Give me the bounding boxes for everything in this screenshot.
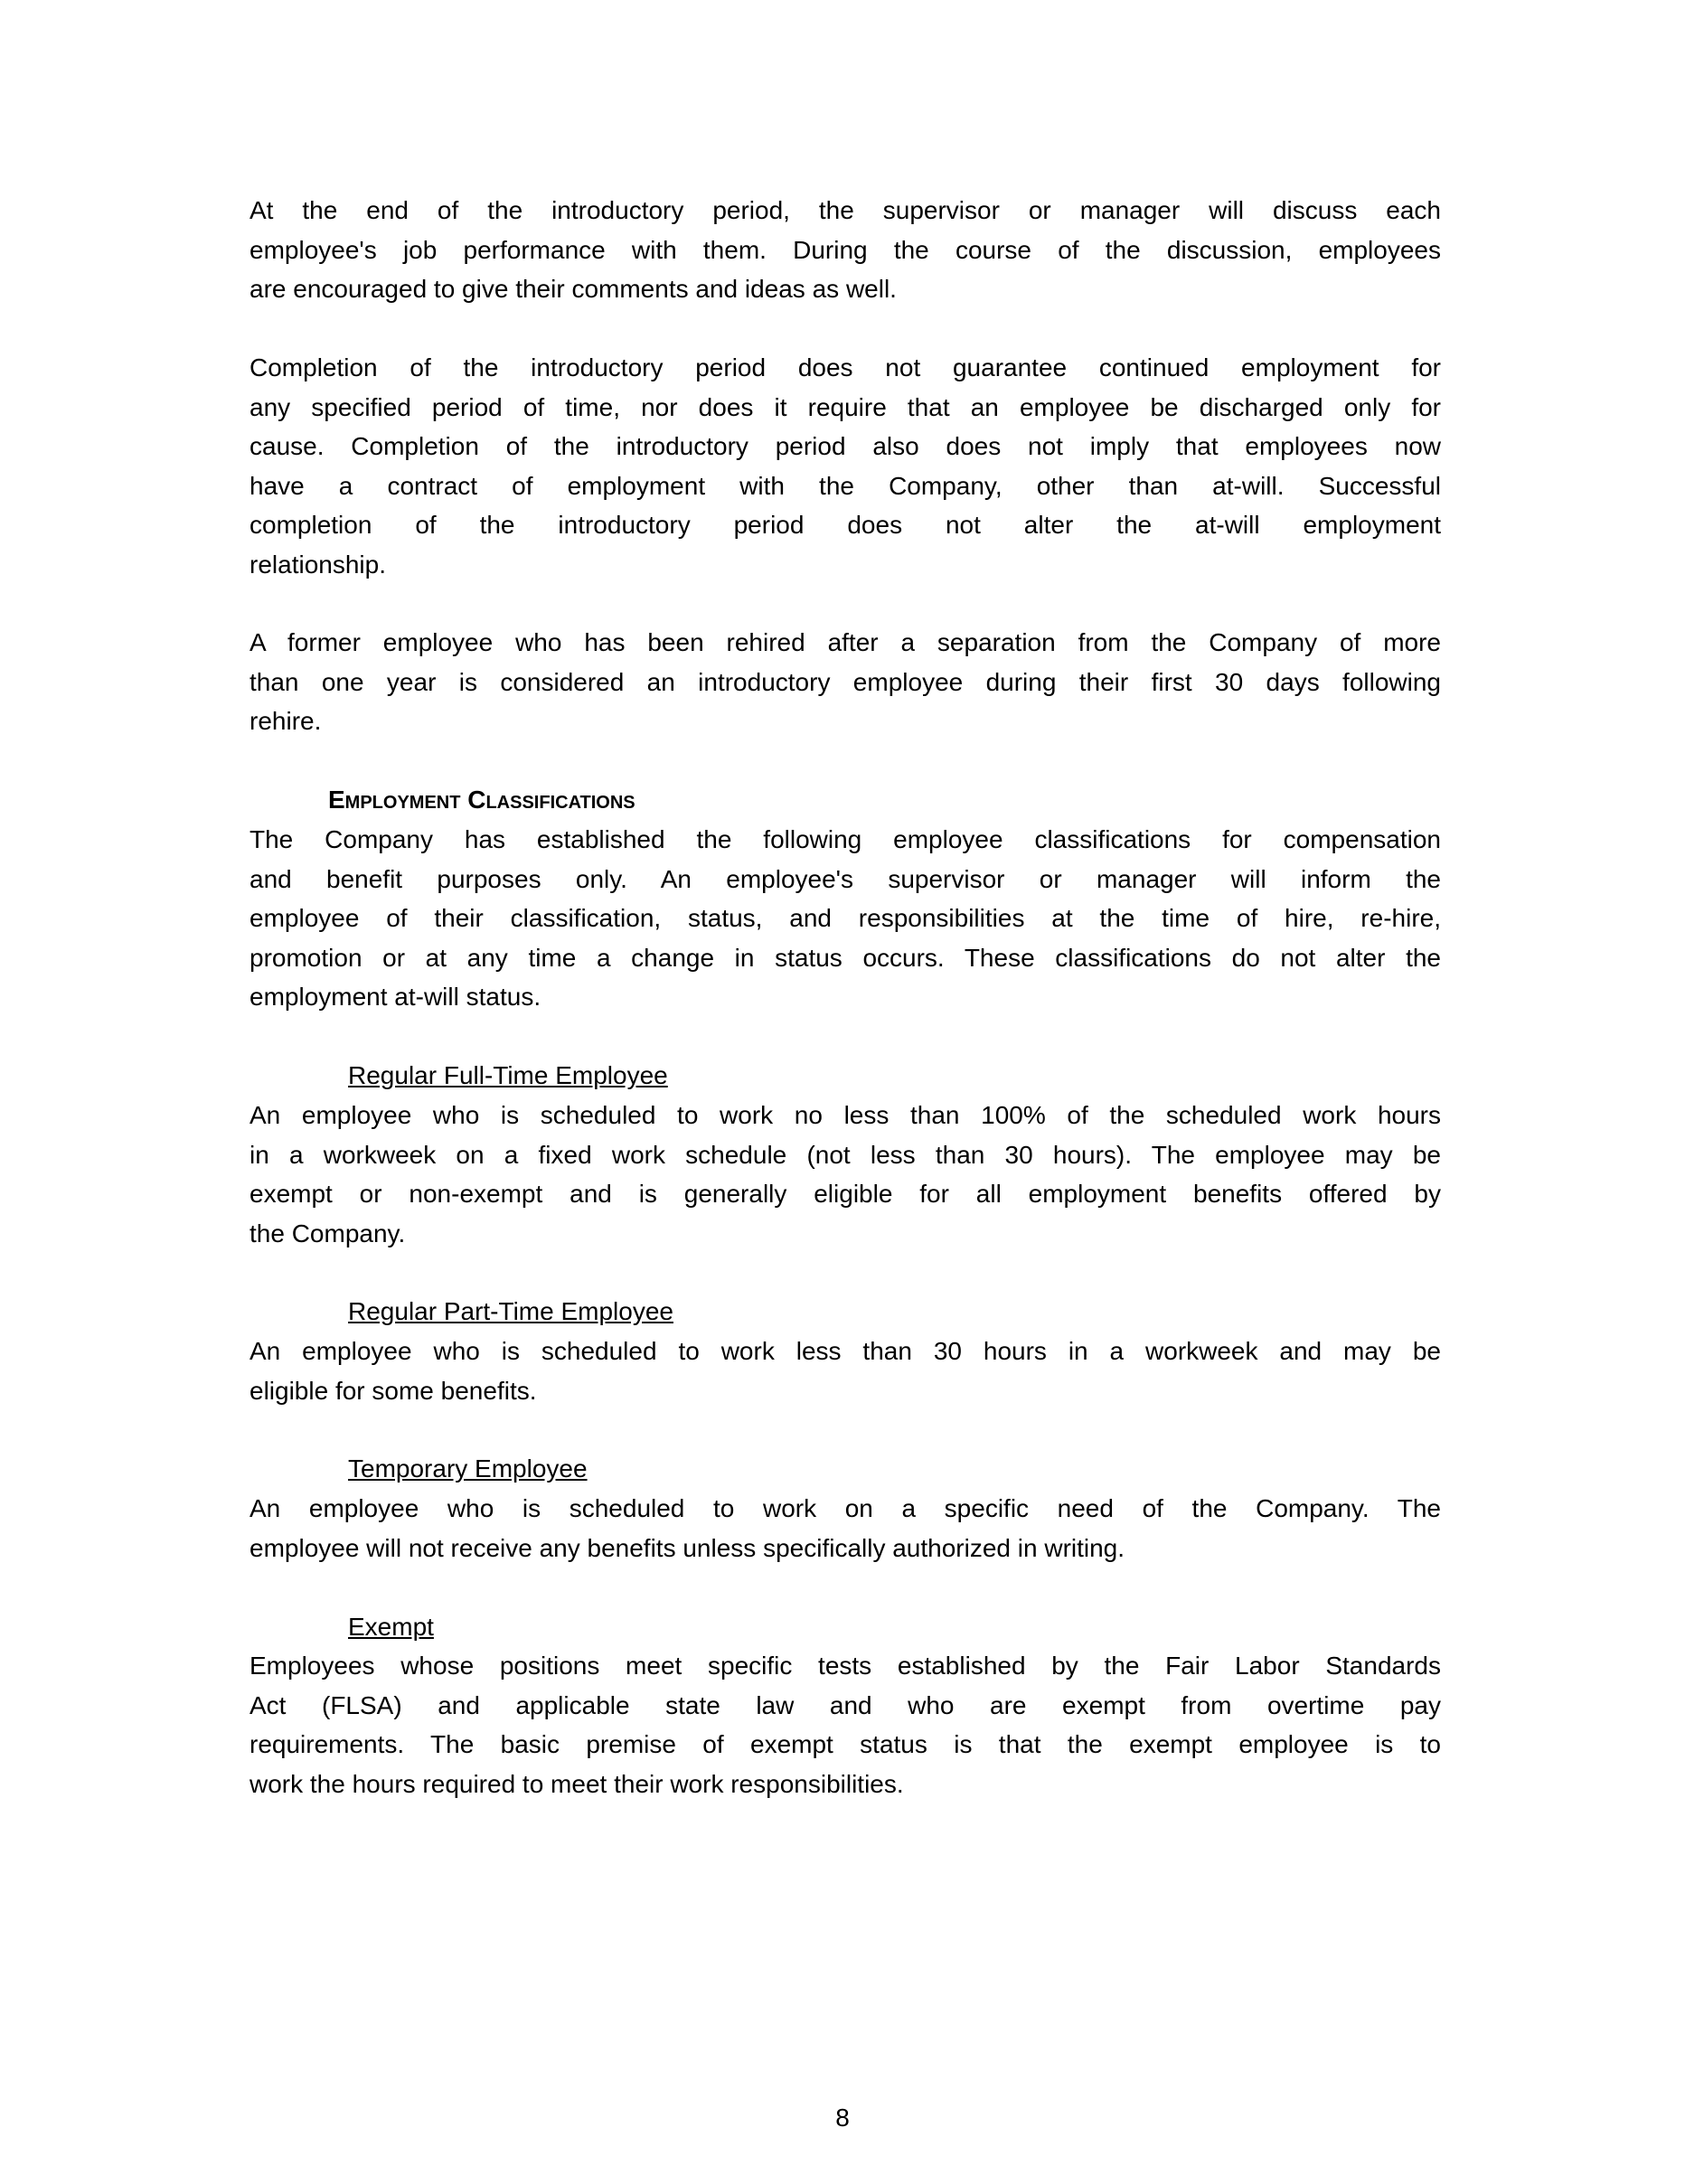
text-line: than one year is considered an introductory employee during their first 30 days following <box>249 667 1441 696</box>
text-line: completion of the introductory period does not alter the at-will employment <box>249 511 1441 540</box>
subheading-regular-full-time: Regular Full-Time Employee <box>348 1061 668 1089</box>
text-line: in a workweek on a fixed work schedule (not less than 30 hours). The employee may be <box>249 1140 1441 1169</box>
page-number: 8 <box>835 2104 850 2132</box>
paragraph-introductory-completion <box>249 348 1441 585</box>
paragraph-temporary <box>249 1489 1441 1567</box>
text-line: work the hours required to meet their work responsibilities. <box>249 1769 904 1798</box>
text-line: The Company has established the following employee classifications for compensation <box>249 825 1441 853</box>
text-line: At the end of the introductory period, the supervisor or manager will discuss each <box>249 196 1441 224</box>
text-line: rehire. <box>249 707 322 736</box>
text-line: cause. Completion of the introductory period also does not imply that employees now <box>249 432 1441 461</box>
paragraph-exempt <box>249 1646 1441 1803</box>
text-line: promotion or at any time a change in status occurs. These classifications do not alter the <box>249 943 1441 972</box>
text-line: the Company. <box>249 1219 406 1247</box>
subheading-temporary: Temporary Employee <box>348 1454 588 1483</box>
paragraph-classifications-intro <box>249 820 1441 1017</box>
text-line: employee's job performance with them. During the course of the discussion, employees <box>249 235 1441 264</box>
text-line: requirements. The basic premise of exempt status is that the exempt employee is to <box>249 1730 1441 1759</box>
text-line: Completion of the introductory period does not guarantee continued employment for <box>249 353 1441 381</box>
paragraph-regular-full-time <box>249 1096 1441 1253</box>
text-line: eligible for some benefits. <box>249 1376 537 1405</box>
text-line: any specified period of time, nor does it require that an employee be discharged only for <box>249 392 1441 421</box>
subheading-regular-part-time: Regular Part-Time Employee <box>348 1297 673 1325</box>
paragraph-introductory-discussion <box>249 191 1441 309</box>
text-line: employee will not receive any benefits unless specifically authorized in writing. <box>249 1533 1125 1562</box>
paragraph-rehire <box>249 623 1441 741</box>
text-line: An employee who is scheduled to work on a specific need of the Company. The <box>249 1494 1441 1522</box>
section-heading: Employment Classifications <box>328 786 635 814</box>
text-line: have a contract of employment with the Company, other than at-will. Successful <box>249 471 1441 500</box>
paragraph-regular-part-time <box>249 1332 1441 1410</box>
text-line: exempt or non-exempt and is generally eligible for all employment benefits offered by <box>249 1180 1441 1209</box>
text-line: An employee who is scheduled to work no less than 100% of the scheduled work hours <box>249 1101 1441 1129</box>
text-line: relationship. <box>249 550 386 579</box>
text-line: are encouraged to give their comments and ideas as well. <box>249 275 897 304</box>
text-line: Employees whose positions meet specific tests established by the Fair Labor Standards <box>249 1652 1441 1680</box>
text-line: An employee who is scheduled to work less than 30 hours in a workweek and may be <box>249 1337 1441 1365</box>
text-line: employment at-will status. <box>249 983 541 1012</box>
text-line: employee of their classification, status, and responsibilities at the time of hire, re-hire, <box>249 904 1441 933</box>
text-line: Act (FLSA) and applicable state law and who are exempt from overtime pay <box>249 1690 1441 1719</box>
text-line: and benefit purposes only. An employee's supervisor or manager will inform the <box>249 864 1441 893</box>
subheading-exempt: Exempt <box>348 1613 434 1641</box>
text-line: A former employee who has been rehired after a separation from the Company of more <box>249 628 1441 656</box>
